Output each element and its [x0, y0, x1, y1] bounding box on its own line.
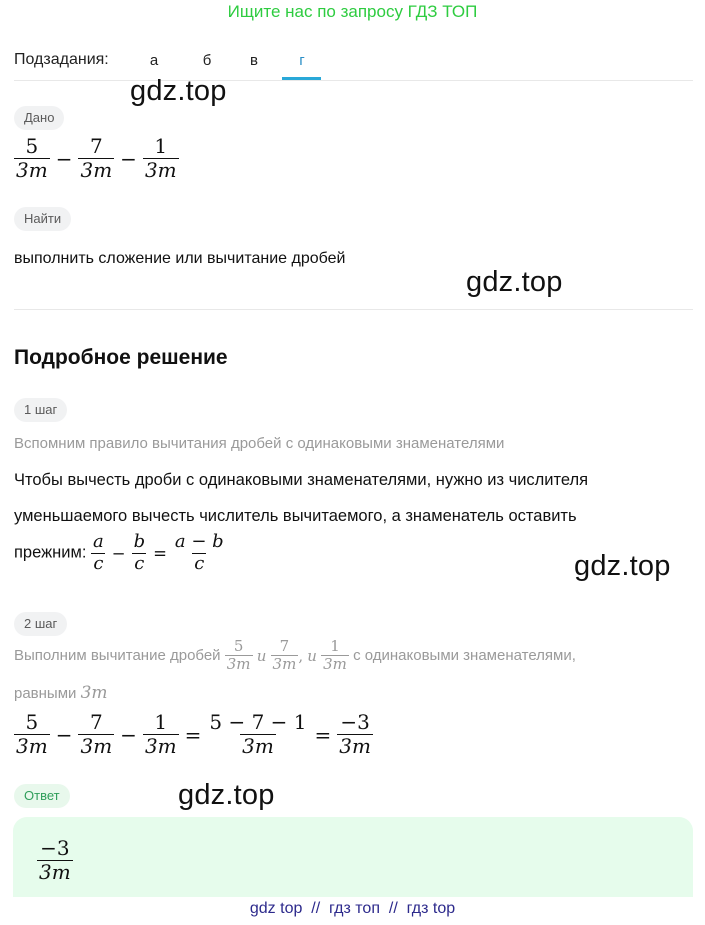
watermark: gdz.top — [574, 550, 671, 582]
fraction: $\frac{5}{3m}$ — [16, 710, 48, 758]
watermark: gdz.top — [130, 75, 227, 107]
tab-g[interactable]: г — [299, 52, 305, 69]
tab-a[interactable]: а — [149, 52, 159, 69]
watermark: gdz.top — [466, 266, 563, 298]
fraction: $\frac{7}{3m}$ — [80, 710, 113, 758]
step-1-hint: Вспомним правило вычитания дробей с одинаковыми знаменателями — [14, 435, 505, 452]
step-1-text-line-1: Чтобы вычесть дроби с одинаковыми знаменателями, нужно из числителя — [14, 471, 589, 489]
fraction: $\frac{-3}{3m}$ — [339, 710, 371, 758]
fraction: $\frac{5}{3m}$ — [226, 637, 251, 674]
subtasks-label: Подзадания: — [14, 51, 109, 68]
fraction: $\frac{5}{3m}$ — [16, 134, 48, 182]
answer-value — [37, 837, 73, 884]
fraction: $\frac{-3}{3m}$ — [39, 836, 71, 884]
fraction: $\frac{a}{c}$ — [93, 531, 104, 574]
tab-v[interactable]: в — [250, 52, 258, 69]
solution-title: Подробное решение — [14, 346, 228, 369]
step-2-tag: 2 шаг — [14, 612, 67, 636]
step-1-text-line-2: уменьшаемого вычесть числитель вычитаемого, а знаменатель оставить — [14, 507, 577, 525]
tab-b[interactable]: б — [202, 52, 212, 69]
fraction: $\frac{b}{c}$ — [133, 531, 146, 574]
fraction: $\frac{1}{3m}$ — [144, 710, 177, 758]
subtraction-rule: прежним: $\frac{a}{c}$ − $\frac{b}{c}$ = $\frac{a - b}{c}$ — [14, 531, 224, 574]
calculation: $\frac{5}{3m}$ − $\frac{7}{3m}$ − $\frac{1}{3m}$ = $\frac{5 - 7 - 1}{3m}$ = $\frac{-3}{3m}$ — [16, 710, 371, 758]
divider — [14, 309, 693, 310]
find-tag: Найти — [14, 207, 71, 231]
fraction: $\frac{7}{3m}$ — [272, 637, 297, 674]
step-2-hint-line-2: равными 3m — [14, 683, 108, 703]
step-2-hint: Выполним вычитание дробей $\frac{5}{3m}$ и $\frac{7}{3m}$ , и $\frac{1}{3m}$ с одинаковыми знаменателями, — [14, 637, 576, 674]
fraction: $\frac{5 - 7 - 1}{3m}$ — [209, 710, 307, 758]
active-tab-indicator — [282, 77, 321, 80]
watermark: gdz.top — [178, 779, 275, 811]
given-expression: $\frac{5}{3m}$ − $\frac{7}{3m}$ − $\frac{1}{3m}$ — [16, 134, 177, 182]
step-1-tag: 1 шаг — [14, 398, 67, 422]
fraction: $\frac{1}{3m}$ — [323, 637, 347, 674]
promo-banner[interactable]: Ищите нас по запросу ГДЗ ТОП — [227, 2, 478, 21]
subtask-tabs — [14, 50, 693, 81]
answer-tag: Ответ — [14, 784, 70, 808]
find-text: выполнить сложение или вычитание дробей — [14, 250, 346, 267]
footer-links[interactable]: gdz top // гдз топ // гдз top — [249, 900, 456, 917]
fraction: $\frac{7}{3m}$ — [80, 134, 113, 182]
answer-box — [13, 817, 693, 897]
fraction: $\frac{1}{3m}$ — [144, 134, 177, 182]
fraction: $\frac{a - b}{c}$ — [174, 531, 224, 574]
given-tag: Дано — [14, 106, 64, 130]
